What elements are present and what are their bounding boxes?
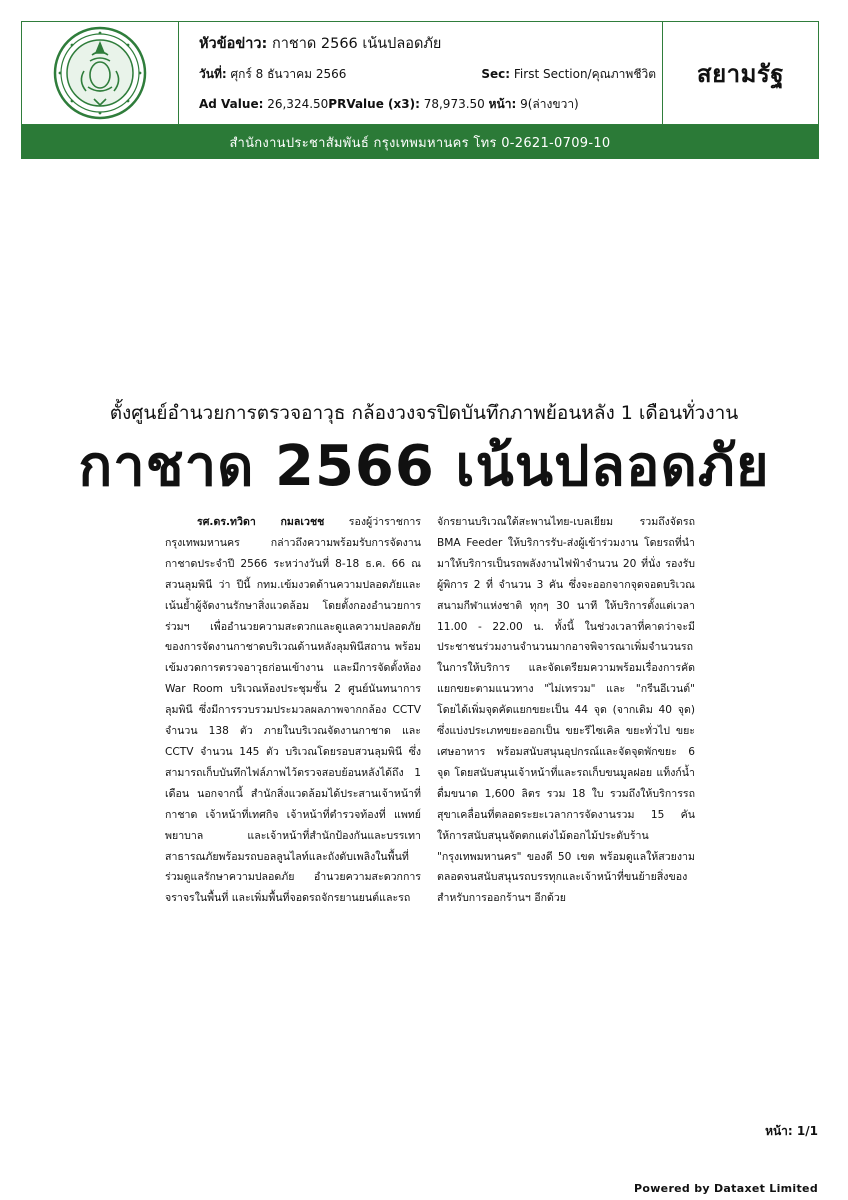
logo-cell — [22, 22, 179, 124]
article-byline: รศ.ดร.ทวิดา กมลเวชช — [197, 516, 325, 528]
powered-by: Powered by Dataxet Limited — [634, 1182, 818, 1195]
article-col1-text: รองผู้ว่าราชการกรุงเทพมหานคร กล่าวถึงความพร้อมรับการจัดงานกาชาดประจำปี 2566 ระหว่างวันที่ 8-18 ธ.ค. 66 ณ สวนลุมพินี ว่า ปีนี้ กทม.เข้มงวดด้านความปลอดภัยและเน้นย้ำผู้จัดงานรักษาสิ่งแวดล้อม โดยตั้งกองอำนวยการร่วมฯ เพื่ออำนวยความสะดวกและดูแลความปลอดภัยของการจัดงานกาชาดบริเวณด้านหลังลุมพินีสถาน พร้อมเข้มงวดการตรวจอาวุธก่อนเข้างาน และมีการจัดตั้งห้อง War Room บริเวณห้องประชุมชั้น 2 ศูนย์นันทนาการลุมพินี ซึ่งมีการรวบรวมประมวลผลภาพจากกล้อง CCTV จำนวน 138 ตัว ภายในบริเวณจัดงานกาชาด และ CCTV จำนวน 145 ตัว บริเวณโดยรอบสวนลุมพินี ซึ่งสามารถเก็บบันทึกไฟล์ภาพไว้ตรวจสอบย้อนหลังได้ถึง 1 เดือน นอกจากนี้ สำนักสิ่งแวดล้อมได้ประสานเจ้าหน้าที่กาชาด เจ้าหน้าที่เทศกิจ เจ้าหน้าที่ตำรวจท้องที่ แพทย์ พยาบาล และเจ้าหน้าที่สำนักป้องกันและบรรเทาสาธารณภัยพร้อมรถบอลลูนไลท์และถังดับเพลิงในพื้นที่ ร่วมดูแลรักษาความปลอดภัย อำนวยความสะดวกการจราจรในพื้นที่ และเพิ่มพื้นที่จอดรถจักรยานยนต์และรถ — [165, 516, 421, 905]
page-value: 9(ล่างขวา) — [520, 97, 579, 111]
section-label: Sec: — [481, 67, 511, 81]
value-row — [199, 95, 656, 114]
article-paragraph-1 — [165, 512, 421, 909]
ad-value-label: Ad Value: — [199, 97, 264, 111]
page-label: หน้า: — [488, 97, 517, 111]
date-value: ศุกร์ 8 ธันวาคม 2566 — [230, 67, 347, 81]
article-col2-text: จักรยานบริเวณใต้สะพานไทย-เบลเยียม รวมถึงจัดรถ BMA Feeder ให้บริการรับ-ส่งผู้เข้าร่วมงาน โดยรถที่นำมาให้บริการเป็นรถพลังงานไฟฟ้าจำนวน 20 ที่นั่ง รองรับผู้พิการ 2 ที่ จำนวน 3 คัน ซึ่งจะออกจากจุดจอดบริเวณสนามกีฬาแห่งชาติ ทุกๆ 30 นาที ให้บริการตั้งแต่เวลา 11.00 - 22.00 น. ทั้งนี้ ในช่วงเวลาที่คาดว่าจะมีประชาชนร่วมงานจำนวนมากอาจพิจารณาเพิ่มจำนวนรถในการให้บริการ และจัดเตรียมความพร้อมเรื่องการคัดแยกขยะตามแนวทาง "ไม่เทรวม" และ "กรีนอีเวนต์" โดยได้เพิ่มจุดคัดแยกขยะเป็น 44 จุด (จากเดิม 40 จุด) ซึ่งแบ่งประเภทขยะออกเป็น ขยะรีไซเคิล ขยะทั่วไป ขยะเศษอาหาร พร้อมสนับสนุนอุปกรณ์และจัดจุดพักขยะ 6 จุด โดยสนับสนุนเจ้าหน้าที่และรถเก็บขนมูลฝอย แท็งก์น้ำดื่มขนาด 1,600 ลิตร รวม 18 ใบ รวมถึงให้บริการรถสุขาเคลื่อนที่ตลอดระยะเวลาการจัดงานรวม 15 คัน ให้การสนับสนุนจัดตกแต่งไม้ดอกไม้ประดับร้าน "กรุงเทพมหานคร" ของดี 50 เขต พร้อมดูแลให้สวยงาม ตลอดจนสนับสนุนรถบรรทุกและเจ้าหน้าที่ขนย้ายสิ่งของสำหรับการออกร้านฯ อีกด้วย — [437, 516, 695, 905]
article-column-left — [165, 512, 421, 909]
ad-value: 26,324.50 — [267, 97, 329, 111]
pr-value-label: PRValue (x3): — [328, 97, 420, 111]
section-field — [481, 65, 656, 84]
clipping-header — [21, 21, 819, 125]
publication-name: สยามรัฐ — [662, 22, 818, 124]
footer-page-label: หน้า: — [765, 1124, 793, 1138]
headline-value: กาชาด 2566 เน้นปลอดภัย — [271, 36, 442, 52]
footer-page-value: 1/1 — [796, 1124, 818, 1138]
article-headline: กาชาด 2566 เน้นปลอดภัย — [78, 434, 770, 499]
clipping-info — [179, 22, 662, 124]
article-kicker: ตั้งศูนย์อำนวยการตรวจอาวุธ กล้องวงจรปิดบันทึกภาพย้อนหลัง 1 เดือนทั่วงาน — [109, 402, 739, 424]
article-column-right — [437, 512, 695, 909]
bangkok-city-seal-icon — [52, 25, 148, 121]
headline-row — [199, 32, 656, 55]
date-label: วันที่: — [199, 67, 227, 81]
section-value: First Section/คุณภาพชีวิต — [513, 67, 656, 81]
pr-value: 78,973.50 — [423, 97, 485, 111]
date-row — [199, 65, 656, 84]
footer-page-number — [765, 1122, 818, 1141]
headline-label: หัวข้อข่าว: — [199, 36, 268, 52]
office-banner: สำนักงานประชาสัมพันธ์ กรุงเทพมหานคร โทร 0-2621-0709-10 — [21, 125, 819, 159]
